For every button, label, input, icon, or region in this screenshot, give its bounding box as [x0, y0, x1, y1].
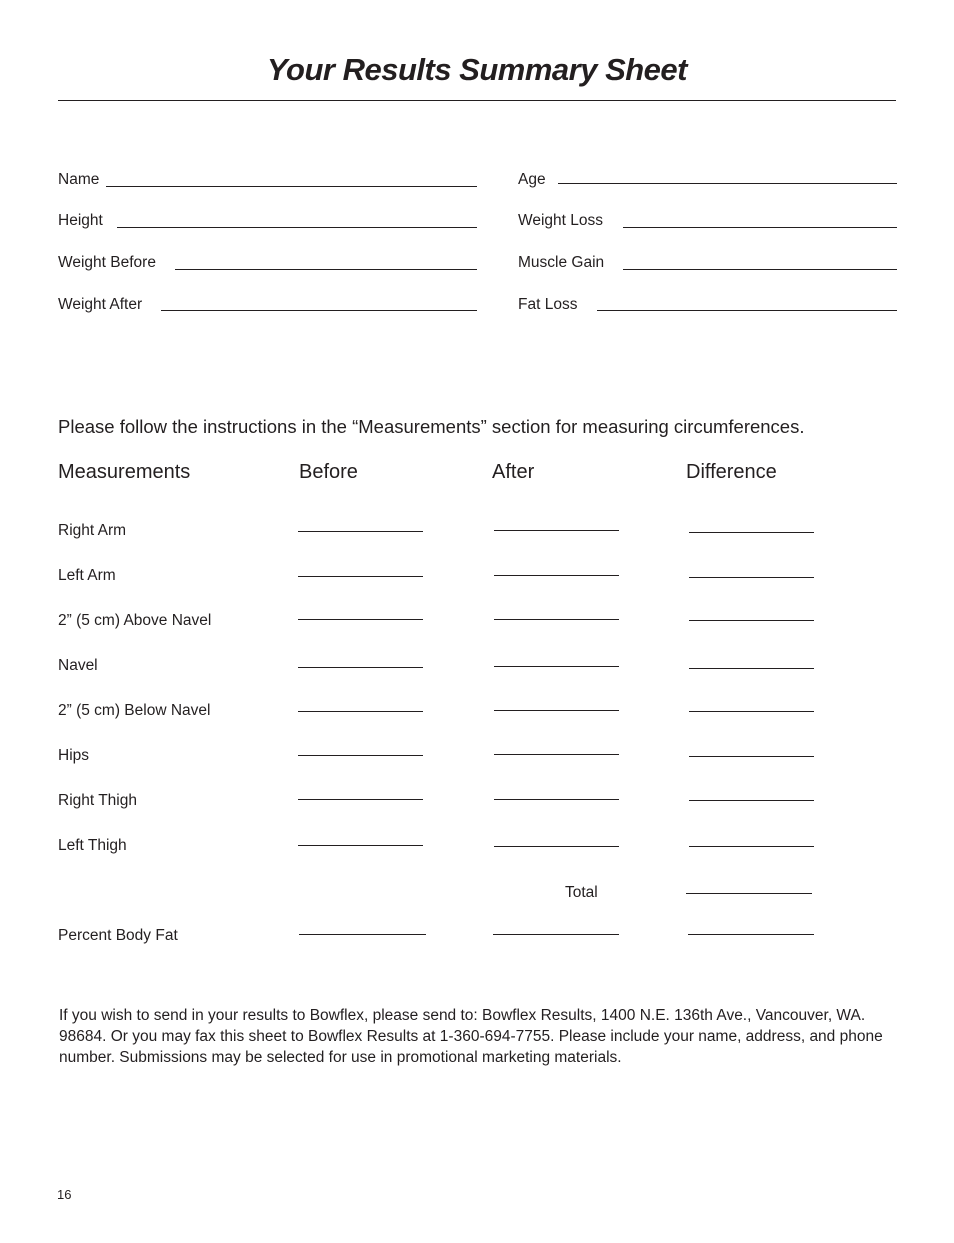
- measurement-instructions: Please follow the instructions in the “Measurements” section for measuring circumferences.: [58, 416, 805, 437]
- column-header-after: After: [492, 461, 535, 483]
- column-header-measurements: Measurements: [58, 461, 191, 483]
- title-divider: [58, 100, 896, 101]
- before-field[interactable]: [298, 619, 423, 620]
- before-field[interactable]: [298, 711, 423, 712]
- row-label: Hips: [58, 747, 90, 764]
- page-title: Your Results Summary Sheet: [267, 52, 687, 87]
- muscle-gain-label: Muscle Gain: [518, 254, 605, 271]
- page-number: 16: [57, 1187, 72, 1202]
- weight-loss-label: Weight Loss: [518, 212, 604, 229]
- total-difference-field[interactable]: [686, 893, 812, 894]
- weight-loss-field[interactable]: [623, 227, 897, 228]
- before-field[interactable]: [298, 755, 423, 756]
- difference-field[interactable]: [689, 620, 814, 621]
- row-label: Left Arm: [58, 567, 116, 584]
- after-field[interactable]: [494, 846, 619, 847]
- body-fat-difference-field[interactable]: [688, 934, 814, 935]
- muscle-gain-field[interactable]: [623, 269, 897, 270]
- after-field[interactable]: [494, 799, 619, 800]
- column-header-difference: Difference: [686, 461, 777, 483]
- after-field[interactable]: [494, 710, 619, 711]
- difference-field[interactable]: [689, 711, 814, 712]
- difference-field[interactable]: [689, 800, 814, 801]
- after-field[interactable]: [494, 619, 619, 620]
- before-field[interactable]: [298, 845, 423, 846]
- submission-note: If you wish to send in your results to Bowflex, please send to: Bowflex Results, 1400 N.E. 136th Ave., Vancouver, WA. 98684. Or you may fax this sheet to Bowflex Results at 1-360-694-7755. Please include your name, address, and phone number. Submissions may be selected for use in promotional marketing materials.: [59, 1007, 883, 1066]
- row-label: Navel: [58, 657, 98, 674]
- name-field[interactable]: [106, 186, 477, 187]
- column-header-before: Before: [299, 461, 358, 483]
- row-label: Right Thigh: [58, 792, 137, 809]
- after-field[interactable]: [494, 575, 619, 576]
- height-field[interactable]: [117, 227, 477, 228]
- difference-field[interactable]: [689, 668, 814, 669]
- body-fat-before-field[interactable]: [299, 934, 426, 935]
- row-label: 2” (5 cm) Above Navel: [58, 612, 212, 629]
- weight-before-label: Weight Before: [58, 254, 156, 271]
- before-field[interactable]: [298, 531, 423, 532]
- before-field[interactable]: [298, 576, 423, 577]
- difference-field[interactable]: [689, 756, 814, 757]
- weight-after-label: Weight After: [58, 296, 143, 313]
- height-label: Height: [58, 212, 103, 229]
- age-field[interactable]: [558, 183, 897, 184]
- age-label: Age: [518, 171, 546, 188]
- difference-field[interactable]: [689, 532, 814, 533]
- after-field[interactable]: [494, 530, 619, 531]
- fat-loss-field[interactable]: [597, 310, 897, 311]
- row-label: Left Thigh: [58, 837, 127, 854]
- after-field[interactable]: [494, 754, 619, 755]
- weight-after-field[interactable]: [161, 310, 477, 311]
- body-fat-after-field[interactable]: [493, 934, 619, 935]
- name-label: Name: [58, 171, 100, 188]
- before-field[interactable]: [298, 799, 423, 800]
- row-label: Right Arm: [58, 522, 127, 539]
- difference-field[interactable]: [689, 577, 814, 578]
- total-label: Total: [565, 884, 598, 901]
- before-field[interactable]: [298, 667, 423, 668]
- row-label: 2” (5 cm) Below Navel: [58, 702, 211, 719]
- percent-body-fat-label: Percent Body Fat: [58, 927, 178, 944]
- after-field[interactable]: [494, 666, 619, 667]
- weight-before-field[interactable]: [175, 269, 477, 270]
- fat-loss-label: Fat Loss: [518, 296, 578, 313]
- difference-field[interactable]: [689, 846, 814, 847]
